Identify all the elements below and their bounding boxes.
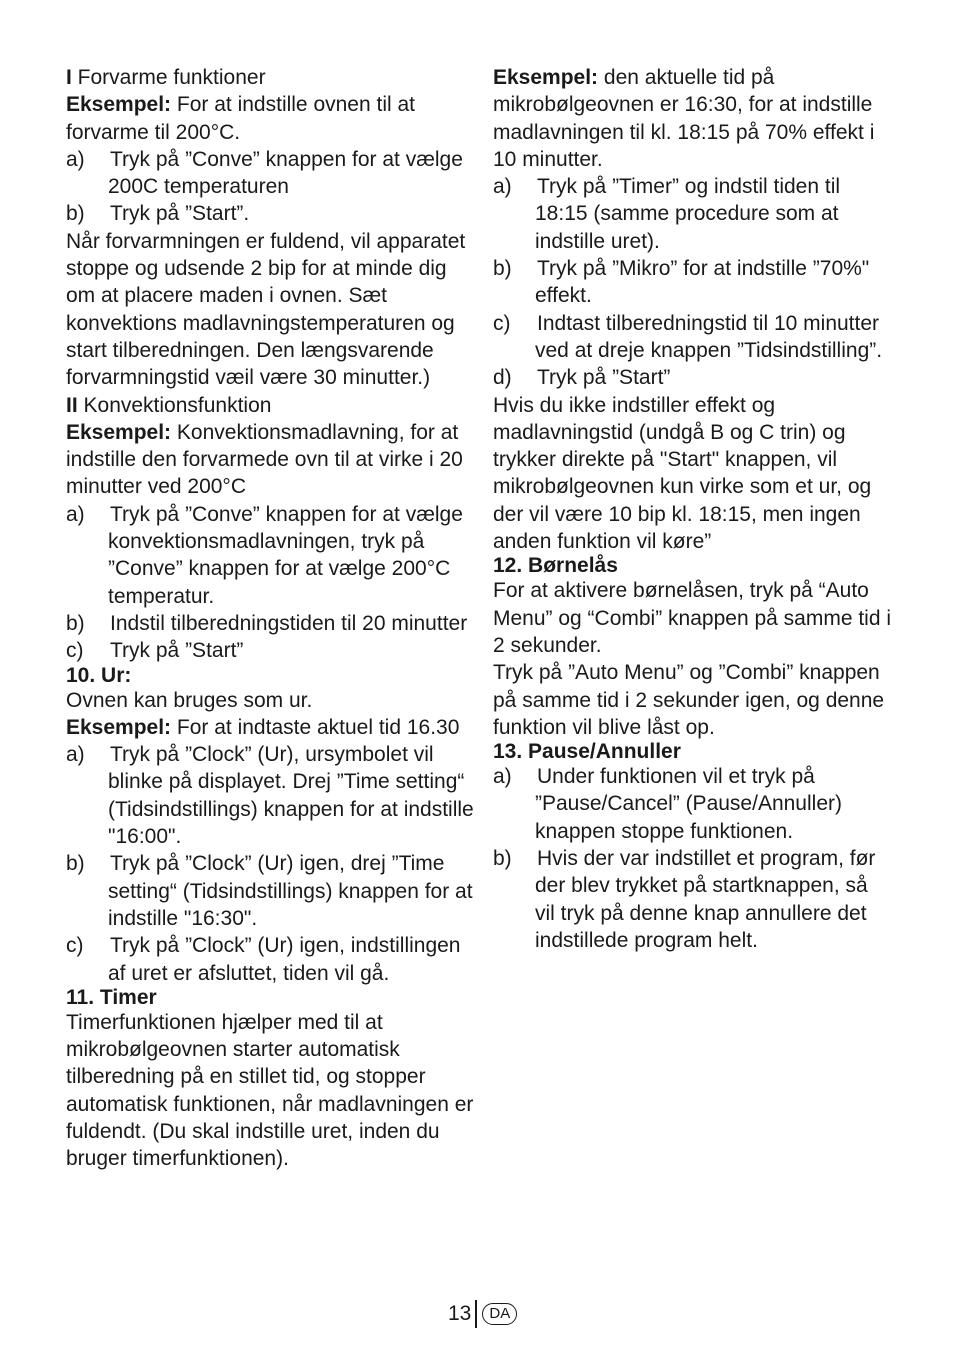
- list-item: b) Tryk på ”Clock” (Ur) igen, drej ”Time setting“ (Tidsindstillings) knappen for at indstille "16:30".: [66, 852, 473, 930]
- list-item: c) Tryk på ”Start”: [66, 639, 244, 663]
- paragraph-timer: Timerfunktionen hjælper med til at mikrobølgeovnen starter automatisk tilberedning på en stillet tid, og stopper automatisk funktionen, når madlavningen er fuldendt. (Du skal indstille uret, inden du bruger timerfunktionen).: [66, 1010, 474, 1171]
- list-item: a) Tryk på ”Conve” knappen for at vælge konvektionsmadlavningen, tryk på ”Conve” knappen for at vælge 200°C temperatur.: [66, 502, 463, 608]
- page-footer: [448, 1300, 517, 1328]
- list-item: c) Indtast tilberedningstid til 10 minutter ved at dreje knappen ”Tidsindstilling”.: [493, 311, 883, 362]
- heading-ur: 10. Ur:: [66, 663, 132, 687]
- example-timer: Eksempel: den aktuelle tid på mikrobølgeovnen er 16:30, for at indstille madlavningen til kl. 18:15 på 70% effekt i 10 minutter.: [493, 66, 875, 171]
- list-item: b) Indstil tilberedningstiden til 20 minutter: [66, 611, 468, 635]
- footer-divider: [475, 1300, 477, 1328]
- page-number: 13: [448, 1302, 472, 1325]
- list-item: b) Tryk på ”Mikro” for at indstille ”70%" effekt.: [493, 257, 870, 308]
- left-column: [66, 64, 478, 1173]
- heading-bornelas: 12. Børnelås: [493, 554, 618, 578]
- section-forvarme: I Forvarme funktioner: [66, 66, 266, 89]
- list-item: b) Hvis der var indstillet et program, før der blev trykket på startknappen, så vil tryk på denne knap annullere det indstillede program helt.: [493, 847, 876, 952]
- example-forvarme: Eksempel: For at indstille ovnen til at forvarme til 200°C.: [66, 93, 416, 144]
- paragraph-bornelas-activate: For at aktivere børnelåsen, tryk på “Auto Menu” og “Combi” knappen på samme tid i 2 sekunder.: [493, 579, 892, 657]
- example-ur: Eksempel: For at indtaste aktuel tid 16.30: [66, 715, 460, 739]
- paragraph-timer-note: Hvis du ikke indstiller effekt og madlavningstid (undgå B og C trin) og trykker direkte på "Start" knappen, vil mikrobølgeovnen kun virke som et ur, og der vil være 10 bip kl. 18:15, men ingen anden funktion vil køre”: [493, 393, 872, 554]
- paragraph-forvarme-info: Når forvarmningen er fuldend, vil apparatet stoppe og udsende 2 bip for at minde dig om at placere maden i ovnen. Sæt konvektions madlavningstemperaturen og start tilberedningen. Den længsvarende forvarmningstid væil være 30 minutter.): [66, 229, 466, 390]
- list-item: a) Tryk på ”Timer” og indstil tiden til 18:15 (samme procedure som at indstille uret).: [493, 175, 841, 253]
- list-item: b) Tryk på ”Start”.: [66, 202, 250, 226]
- paragraph-bornelas-unlock: Tryk på ”Auto Menu” og ”Combi” knappen på samme tid i 2 sekunder igen, og denne funktion vil blive låst op.: [493, 661, 885, 739]
- heading-timer: 11. Timer: [66, 985, 157, 1009]
- section-konvektion: II Konvektionsfunktion: [66, 393, 272, 417]
- paragraph-ur: Ovnen kan bruges som ur.: [66, 688, 313, 712]
- list-item: a) Tryk på ”Conve” knappen for at vælge 200C temperaturen: [66, 147, 463, 199]
- language-badge: DA: [482, 1303, 517, 1325]
- list-item: c) Tryk på ”Clock” (Ur) igen, indstillingen af uret er afsluttet, tiden vil gå.: [66, 934, 461, 985]
- example-konvektion: Eksempel: Konvektionsmadlavning, for at indstille den forvarmede ovn til at virke i 20 minutter ved 200°C: [66, 420, 463, 499]
- right-column: [493, 64, 893, 954]
- list-item: d) Tryk på ”Start”: [493, 366, 671, 390]
- heading-pause: 13. Pause/Annuller: [493, 740, 681, 764]
- list-item: a) Tryk på ”Clock” (Ur), ursymbolet vil blinke på displayet. Drej ”Time setting“ (Tidsindstillings) knappen for at indstille "16:00".: [66, 743, 474, 849]
- list-item: a) Under funktionen vil et tryk på ”Pause/Cancel” (Pause/Annuller) knappen stoppe funktionen.: [493, 765, 842, 843]
